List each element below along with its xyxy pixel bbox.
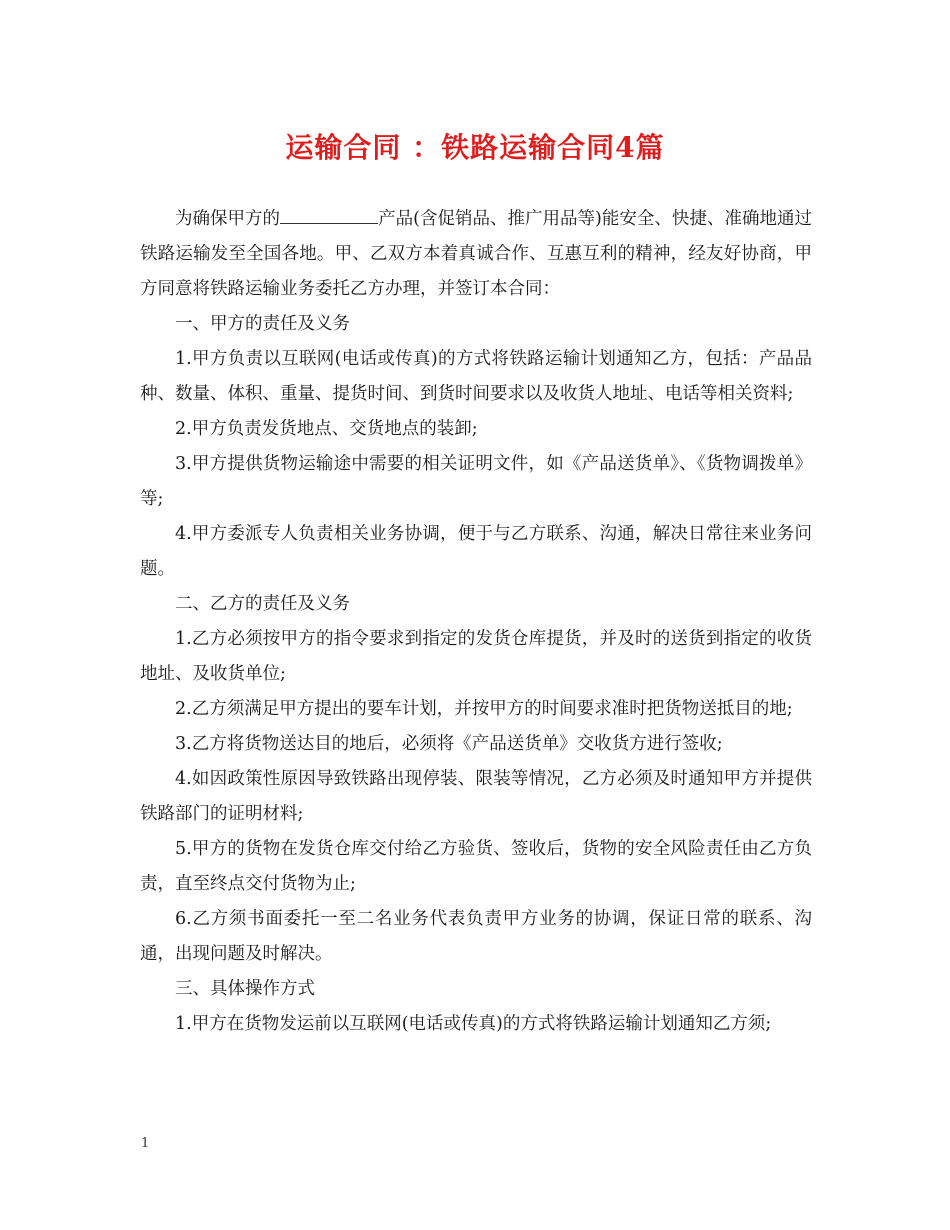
- clause-paragraph: 1.甲方负责以互联网(电话或传真)的方式将铁路运输计划通知乙方，包括：产品品种、数量、体积、重量、提货时间、到货时间要求以及收货人地址、电话等相关资料;: [140, 349, 812, 404]
- clause-paragraph: 1.乙方必须按甲方的指令要求到指定的发货仓库提货，并及时的送货到指定的收货地址、及收货单位;: [140, 629, 812, 684]
- section-heading-2: 二、乙方的责任及义务: [175, 594, 350, 614]
- clause-paragraph: 3.甲方提供货物运输途中需要的相关证明文件，如《产品送货单》、《货物调拨单》等;: [140, 454, 812, 509]
- clause-paragraph: 1.甲方在货物发运前以互联网(电话或传真)的方式将铁路运输计划通知乙方须;: [175, 1014, 772, 1034]
- clause-paragraph: 3.乙方将货物送达目的地后，必须将《产品送货单》交收货方进行签收;: [175, 734, 723, 754]
- fill-in-blank: [280, 201, 378, 224]
- page-number: 1: [141, 1136, 150, 1151]
- clause-paragraph: 2.甲方负责发货地点、交货地点的装卸;: [175, 419, 478, 439]
- intro-paragraph: [140, 201, 812, 307]
- clause-paragraph: 4.如因政策性原因导致铁路出现停装、限装等情况，乙方必须及时通知甲方并提供铁路部门的证明材料;: [140, 769, 812, 824]
- section-heading-3: 三、具体操作方式: [175, 979, 315, 999]
- document-title: 运输合同 ：铁路运输合同4篇: [285, 131, 665, 164]
- clause-paragraph: 5.甲方的货物在发货仓库交付给乙方验货、签收后，货物的安全风险责任由乙方负责，直至终点交付货物为止;: [140, 839, 812, 894]
- intro-text-end: 产品(含促销品、推广用品等)能安全、快捷、准确地通过铁路运输发至全国各地。甲、乙双方本着真诚合作、互惠互利的精神，经友好协商，甲方同意将铁路运输业务委托乙方办理，并签订本合同：: [140, 209, 813, 299]
- clause-paragraph: 2.乙方须满足甲方提出的要车计划，并按甲方的时间要求准时把货物送抵目的地;: [175, 699, 793, 719]
- clause-paragraph: 6.乙方须书面委托一至二名业务代表负责甲方业务的协调，保证日常的联系、沟通，出现问题及时解决。: [140, 909, 812, 964]
- clause-paragraph: 4.甲方委派专人负责相关业务协调，便于与乙方联系、沟通，解决日常往来业务问题。: [140, 524, 812, 579]
- section-heading-1: 一、甲方的责任及义务: [175, 314, 350, 334]
- intro-text-start: 为确保甲方的: [175, 209, 281, 229]
- document-body: [140, 201, 812, 1042]
